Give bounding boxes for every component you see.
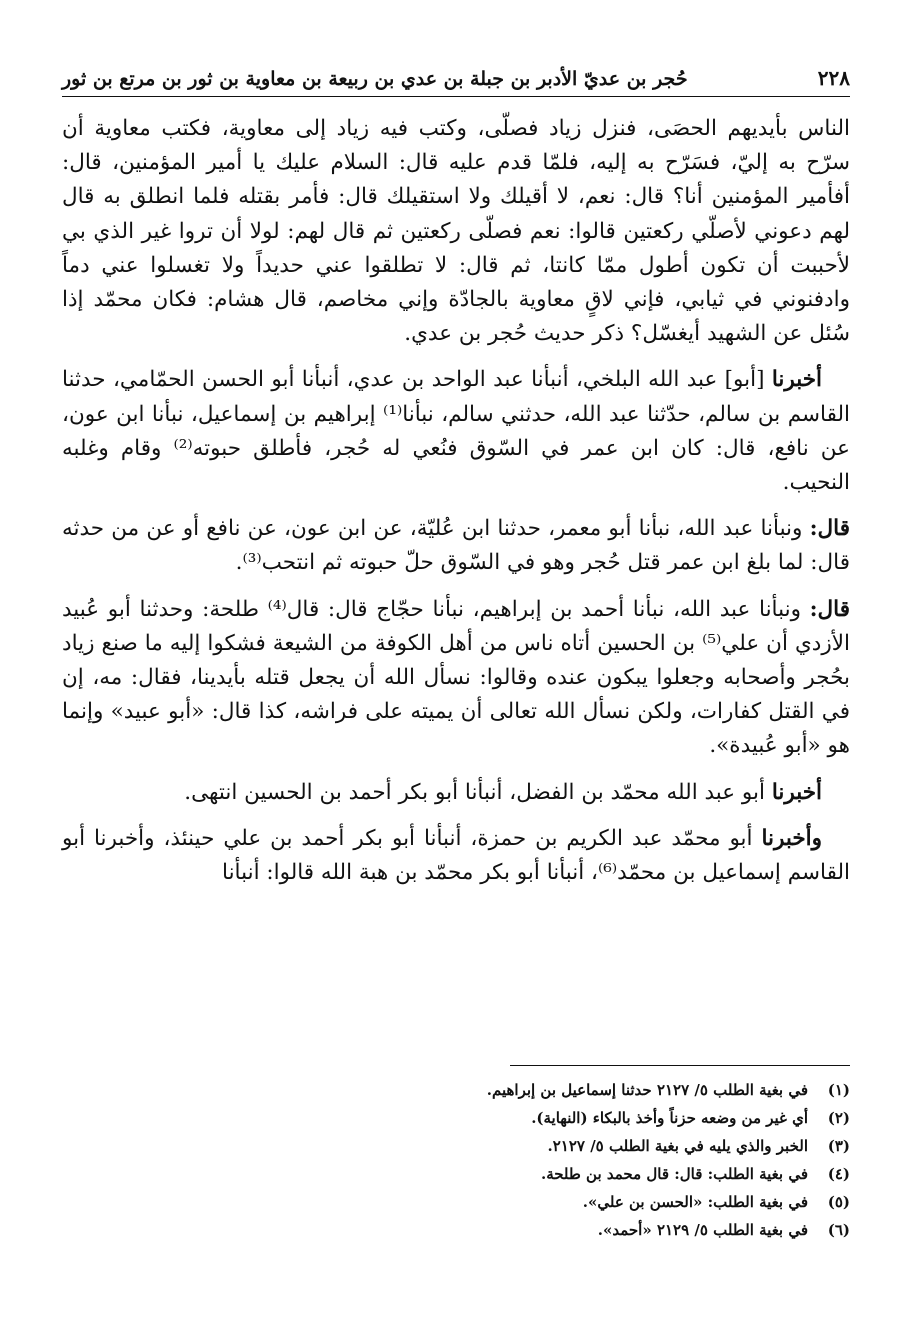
paragraph-text: ونبأنا عبد الله، نبأنا أبو معمر، حدثنا ابن عُليّة، عن ابن عون، عن نافع أو عن من حدثه قال: لما بلغ ابن عمر قتل حُجر وهو في السّوق حلّ حبوته ثم انتحب⁽³⁾. <box>62 516 850 576</box>
footnote-text: أي غير من وضعه حزناً وأخذ بالبكاء (النهاية). <box>531 1109 808 1127</box>
paragraph <box>62 363 850 500</box>
paragraph-lead: قال: <box>809 596 850 622</box>
paragraph-text: أبو عبد الله محمّد بن الفضل، أنبأنا أبو بكر أحمد بن الحسين انتهى. <box>184 779 772 805</box>
paragraph <box>62 776 850 810</box>
footnote-rule <box>510 1065 850 1066</box>
running-title: حُجر بن عديّ الأدبر بن جبلة بن عدي بن ربيعة بن معاوية بن ثور بن مرتع بن ثور <box>62 68 688 90</box>
footnote-number: (١) <box>827 1081 850 1099</box>
paragraph-text: [أبو] عبد الله البلخي، أنبأنا عبد الواحد بن عدي، أنبأنا أبو الحسن الحمّامي، حدثنا القاسم بن سالم، حدّثنا عبد الله، حدثني سالم، نبأنا⁽¹⁾ إبراهيم بن إسماعيل، نبأنا ابن عون، عن نافع، قال: كان ابن عمر في السّوق فنُعي له حُجر، فأطلق حبوته⁽²⁾ وقام وغلبه النحيب. <box>62 367 851 496</box>
paragraph-text: الناس بأيديهم الحصَى، فنزل زياد فصلّى، وكتب فيه زياد إلى معاوية، فكتب معاوية أن سرّح به إليّ، فسَرّح به إليه، فلمّا قدم عليه قال: السلام عليك يا أمير المؤمنين، قال: أفأمير المؤمنين أنا؟ قال: نعم، لا أقيلك ولا استقيلك قال: فأمر بقتله فلما انطلق به قال لهم دعوني لأصلّي ركعتين قالوا: نعم فصلّى ركعتين ثم قال لهم: لولا أن تروا غير الذي بي لأحببت أن تكون أطول ممّا كانتا، ثم قال: لا تطلقوا عني حديداً ولا تغسلوا عني دماً وادفنوني في ثيابي، فإني لاقٍ معاوية بالجادّة وإني مخاصم، قال هشام: فكان محمّد إذا سُئل عن الشهيد أيغسّل؟ ذكر حديث حُجر بن عدي. <box>62 116 850 347</box>
footnote-text: في بغية الطلب ٥/ ٢١٢٩ «أحمد». <box>597 1221 808 1239</box>
footnote-number: (٣) <box>827 1137 850 1155</box>
main-text <box>62 112 850 902</box>
footnote-text: في بغية الطلب ٥/ ٢١٢٧ حدثنا إسماعيل بن إبراهيم. <box>486 1081 808 1099</box>
paragraph-lead: أخبرنا <box>771 779 822 805</box>
page-number: ٢٢٨ <box>817 66 850 90</box>
footnote-number: (٥) <box>827 1193 850 1211</box>
footnote-number: (٤) <box>827 1165 850 1183</box>
paragraph-text: ونبأنا عبد الله، نبأنا أحمد بن إبراهيم، نبأنا حجّاج قال: قال⁽⁴⁾ طلحة: وحدثنا أبو عُبيد الأزدي أن علي⁽⁵⁾ بن الحسين أتاه ناس من أهل الكوفة من الشيعة فشكوا إليه ما صنع زياد بحُجر وأصحابه وجعلوا يبكون عنده وقالوا: نسأل الله أن يجعل قتله بأيدينا، فقال: مه، إن في القتل كفارات، ولكن نسأل الله تعالى أن يميته على فراشه، كذا قال: «أبو عبيد» وإنما هو «أبو عُبيدة». <box>62 596 850 759</box>
footnotes <box>62 1076 850 1244</box>
footnote-text: في بغية الطلب: قال: قال محمد بن طلحة. <box>540 1165 808 1183</box>
footnote <box>62 1216 850 1244</box>
footnote-text: في بغية الطلب: «الحسن بن علي». <box>582 1193 808 1211</box>
paragraph <box>62 822 850 890</box>
paragraph <box>62 593 850 764</box>
footnote <box>62 1132 850 1160</box>
footnote <box>62 1076 850 1104</box>
footnote <box>62 1160 850 1188</box>
paragraph-text: أبو محمّد عبد الكريم بن حمزة، أنبأنا أبو بكر أحمد بن علي حينئذ، وأخبرنا أبو القاسم إسماعيل بن محمّد⁽⁶⁾، أنبأنا أبو بكر محمّد بن هبة الله قالوا: أنبأنا <box>62 825 850 886</box>
footnote <box>62 1188 850 1216</box>
footnote-text: الخبر والذي يليه في بغية الطلب ٥/ ٢١٢٧. <box>547 1137 808 1155</box>
paragraph-lead: وأخبرنا <box>761 825 822 851</box>
header-rule <box>62 96 850 97</box>
paragraph <box>62 112 850 351</box>
paragraph-lead: قال: <box>809 516 850 542</box>
paragraph-lead: أخبرنا <box>771 367 822 393</box>
footnote <box>62 1104 850 1132</box>
footnote-number: (٢) <box>827 1109 850 1127</box>
footnote-number: (٦) <box>827 1221 850 1239</box>
paragraph <box>62 512 850 580</box>
running-head <box>62 50 850 90</box>
